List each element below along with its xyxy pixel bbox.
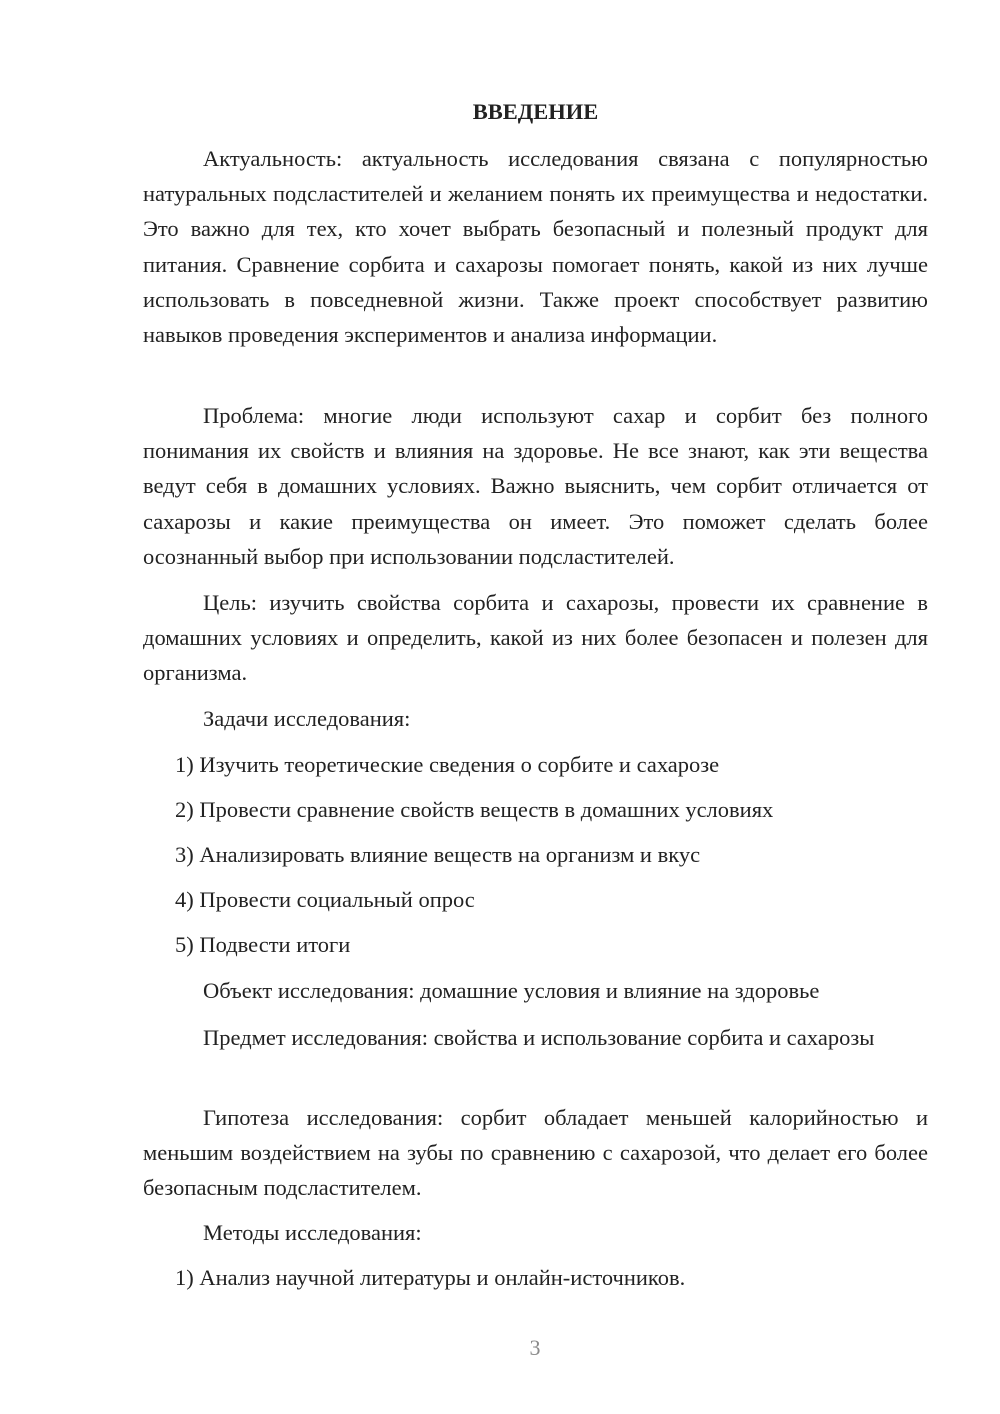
page-number: 3 [529, 1335, 541, 1360]
paragraph-subject: Предмет исследования: свойства и использование сорбита и сахарозы [203, 1025, 875, 1050]
paragraph-actuality: Актуальность: актуальность исследования связана с популярностью натуральных подсластителей и желанием понять их преимущества и недостатки. Это важно для тех, кто хочет выбрать безопасный и полезный продукт для питания. Сравнение сорбита и сахарозы помогает понять, какой из них лучше использовать в повседневной жизни. Также проект способствует развитию навыков проведения экспериментов и анализа информации. [143, 146, 928, 348]
task-item-5: 5) Подвести итоги [175, 932, 351, 957]
paragraph-problem: Проблема: многие люди используют сахар и сорбит без полного понимания их свойств и влияния на здоровье. Не все знают, как эти вещества ведут себя в домашних условиях. Важно выяснить, чем сорбит отличается от сахарозы и какие преимущества он имеет. Это поможет сделать более осознанный выбор при использовании подсластителей. [143, 403, 928, 569]
task-item-4: 4) Провести социальный опрос [175, 887, 475, 912]
research-object: Объект исследования: домашние условия и влияние на здоровье [203, 978, 820, 1003]
section-heading: ВВЕДЕНИЕ [472, 99, 599, 124]
tasks-title: Задачи исследования: [203, 706, 411, 731]
task-item-1: 1) Изучить теоретические сведения о сорбите и сахарозе [175, 752, 720, 777]
paragraph-goal: Цель: изучить свойства сорбита и сахарозы, провести их сравнение в домашних условиях и определить, какой из них более безопасен и полезен для организма. [143, 590, 928, 686]
task-item-3: 3) Анализировать влияние веществ на организм и вкус [175, 842, 701, 867]
methods-title: Методы исследования: [203, 1220, 422, 1245]
method-item-1: 1) Анализ научной литературы и онлайн-источников. [175, 1265, 686, 1290]
task-item-2: 2) Провести сравнение свойств веществ в домашних условиях [175, 797, 774, 822]
paragraph-hypothesis: Гипотеза исследования: сорбит обладает меньшей калорийностью и меньшим воздействием на зубы по сравнению с сахарозой, что делает его более безопасным подсластителем. [143, 1105, 928, 1201]
